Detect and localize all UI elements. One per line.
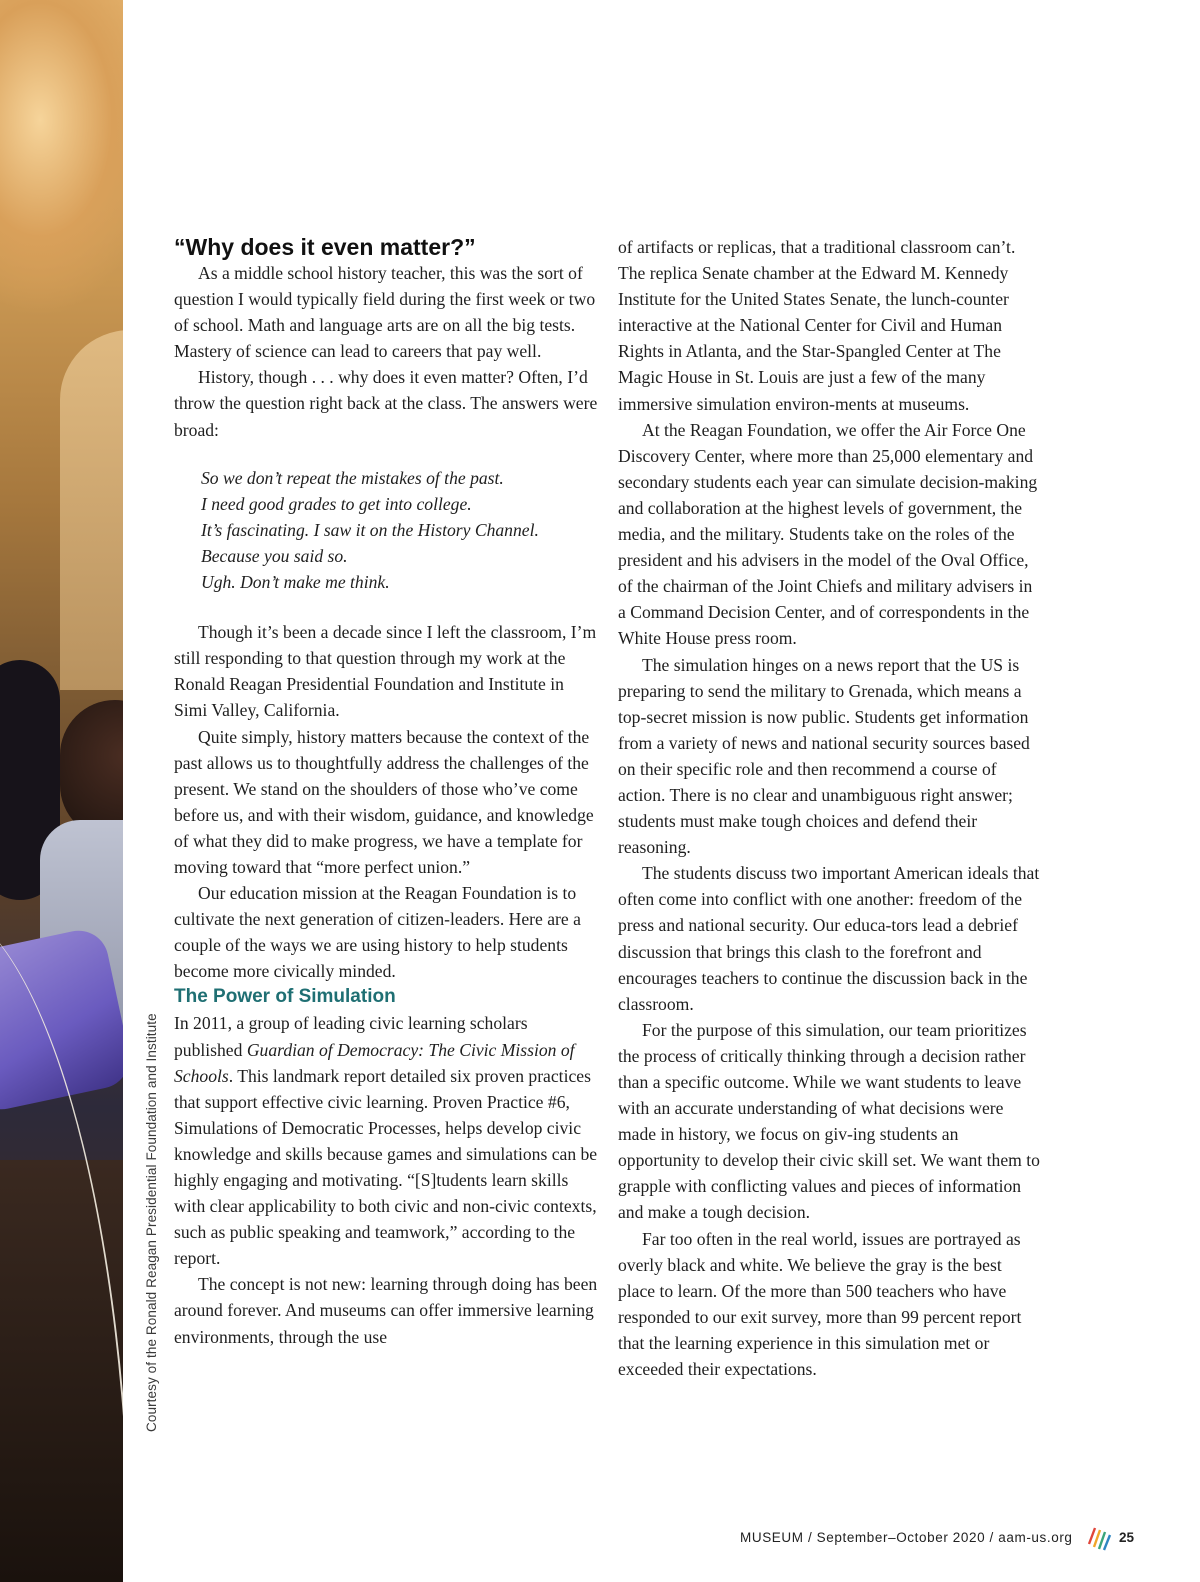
paragraph-text: . This landmark report detailed six proven practices that support effective civic learning. Proven Practice #6, Simulations of Democratic Processes, helps develop civic knowledge and skills because games and simulations can be highly engaging and motivating. “[S]tudents learn skills with clear applicability to both civic and non-civic contexts, such as public speaking and teamwork,” according to the report. <box>174 1065 598 1269</box>
photo-credit: Courtesy of the Ronald Reagan Presidential Foundation and Institute <box>144 1013 159 1432</box>
classroom-photo <box>0 0 123 1582</box>
photo-student-head <box>60 700 123 840</box>
paragraph: At the Reagan Foundation, we offer the Air Force One Discovery Center, where more than 25,000 elementary and secondary students each year can simulate decision-making and collaboration at the highest levels of government, the media, and the military. Students take on the roles of the president and his advisers in the model of the Oval Office, of the chairman of the Joint Chiefs and military advisers in a Command Decision Center, and of correspondents in the White House press room. <box>618 419 1038 649</box>
report-title: Guardian of Democracy: The Civic Mission of Schools <box>174 1039 575 1086</box>
paragraph: The concept is not new: learning through doing has been around forever. And museums can offer immersive learning environments, through the use <box>174 1274 598 1347</box>
paragraph: Though it’s been a decade since I left the classroom, I’m still responding to that question through my work at the Ronald Reagan Presidential Foundation and Institute in Simi Valley, California. <box>174 622 597 721</box>
paragraph: For the purpose of this simulation, our team prioritizes the process of critically thinking through a decision rather than a specific outcome. While we want students to leave with an accurate understanding of what decisions were made in history, we focus on giv-ing students an opportunity to develop their civic skill set. We want them to grapple with conflicting values and pieces of information and make a tough decision. <box>618 1019 1040 1223</box>
paragraph: Far too often in the real world, issues are portrayed as overly black and white. We believe the gray is the best place to learn. Of the more than 500 teachers who have responded to our exit survey, more than 99 percent report that the learning experience in this simulation met or exceeded their expectations. <box>618 1228 1022 1380</box>
student-answers-list <box>201 465 598 595</box>
page-footer: MUSEUM / September–October 2020 / aam-us.org <box>740 1530 1073 1545</box>
paragraph: The simulation hinges on a news report that the US is preparing to send the military to Grenada, which means a top-secret mission is now public. Students get information from a variety of news and national security sources based on their specific role and then recommend a course of action. There is no clear and unambiguous right answer; students must make tough choices and defend their reasoning. <box>618 654 1030 858</box>
paragraph: The students discuss two important American ideals that often come into conflict with one another: freedom of the press and national security. Our educa-tors lead a debrief discussion that brings this clash to the forefront and encourages teachers to continue the discussion back in the classroom. <box>618 863 1040 1014</box>
student-answer: It’s fascinating. I saw it on the History Channel. <box>201 519 539 540</box>
paragraph: Quite simply, history matters because the context of the past allows us to thoughtfully address the challenges of the present. We stand on the shoulders of those who’ve come before us, and with their wisdom, guidance, and knowledge of what they did to make progress, we have a template for moving toward that “more perfect union.” <box>174 726 594 877</box>
section-heading: “Why does it even matter?” <box>174 234 476 260</box>
paragraph-text: In 2011, a group of leading civic learning scholars published <box>174 1013 528 1060</box>
paragraph <box>174 1010 598 1271</box>
student-answer: So we don’t repeat the mistakes of the past. <box>201 467 504 488</box>
article-column-left <box>174 234 598 1350</box>
subheading: The Power of Simulation <box>174 986 396 1008</box>
paragraph: History, though . . . why does it even matter? Often, I’d throw the question right back at the class. The answers were broad: <box>174 367 598 440</box>
article-column-right <box>618 234 1042 1382</box>
paragraph: Our education mission at the Reagan Foundation is to cultivate the next generation of citizen-leaders. Here are a couple of the ways we are using history to help students become more civically minded. <box>174 883 581 982</box>
page-number: 25 <box>1119 1530 1135 1545</box>
student-answer: Because you said so. <box>201 545 348 566</box>
paragraph: of artifacts or replicas, that a traditional classroom can’t. The replica Senate chamber at the Edward M. Kennedy Institute for the United States Senate, the lunch-counter interactive at the National Center for Civil and Human Rights in Atlanta, and the Star-Spangled Center at The Magic House in St. Louis are just a few of the many immersive simulation environ-ments at museums. <box>618 237 1016 414</box>
student-answer: Ugh. Don’t make me think. <box>201 572 390 593</box>
aam-logo-icon <box>1086 1522 1112 1552</box>
student-answer: I need good grades to get into college. <box>201 493 472 514</box>
paragraph: As a middle school history teacher, this was the sort of question I would typically field during the first week or two of school. Math and language arts are on all the big tests. Mastery of science can lead to careers that pay well. <box>174 263 596 362</box>
photo-arch-window <box>60 330 123 690</box>
